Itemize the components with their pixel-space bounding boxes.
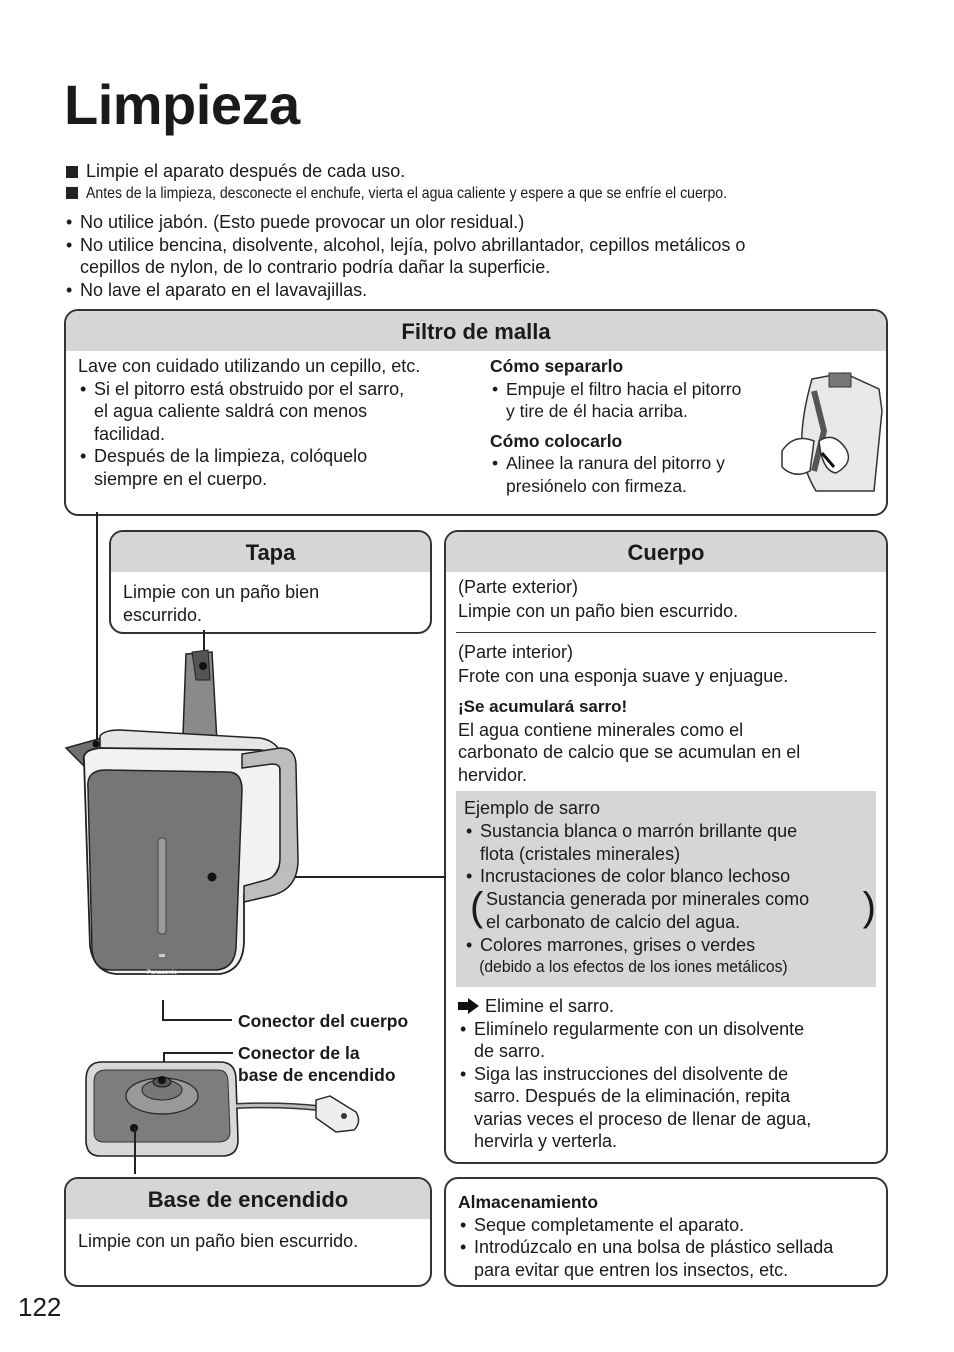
separar-item: [490, 378, 790, 423]
ext-text: Limpie con un paño bien escurrido.: [458, 601, 739, 621]
elimine-text: sarro. Después de la eliminación, repita: [474, 1086, 791, 1107]
warning-item: • No utilice jabón. (Esto puede provocar un olor residual.): [64, 211, 924, 234]
colocar-text: presiónelo con firmeza.: [506, 475, 687, 496]
sarro-text: carbonato de calcio que se acumulan en el: [458, 742, 801, 762]
intro-text-1: Limpie el aparato después de cada uso.: [86, 161, 406, 181]
ejemplo-text: flota (cristales minerales): [480, 843, 681, 864]
base-heading: Base de encendido: [66, 1179, 430, 1219]
filtro-heading: Filtro de malla: [66, 311, 886, 351]
square-bullet-icon: [66, 166, 78, 178]
brand-logo: Panasonic: [146, 970, 178, 976]
sarro-text: hervidor.: [458, 764, 528, 785]
separar-text: Empuje el filtro hacia el pitorro: [506, 378, 742, 399]
paren-text: Sustancia generada por minerales como: [486, 888, 810, 909]
sarro-text: El agua contiene minerales como el: [458, 719, 744, 740]
arrow-right-icon: [458, 998, 480, 1014]
filtro-right: [490, 355, 790, 497]
int-text: Frote con una esponja suave y enjuague.: [458, 666, 789, 686]
elimine-text: Elimínelo regularmente con un disolvente: [474, 1018, 805, 1039]
cuerpo-interior: [458, 640, 878, 688]
paren-text: el carbonato de calcio del agua.: [486, 911, 741, 932]
page-title: Limpieza: [64, 73, 300, 136]
filtro-bullet-text: Si el pitorro está obstruido por el sarro,: [94, 378, 405, 399]
almac-item: [458, 1236, 878, 1281]
elimine-section: [458, 995, 878, 1153]
conector-cuerpo-leader-h: [162, 1019, 232, 1021]
square-bullet-icon: [66, 187, 78, 199]
tapa-box: [109, 530, 432, 634]
elimine-text: varias veces el proceso de llenar de agua,: [474, 1108, 812, 1129]
intro-line-2: [66, 183, 814, 205]
ejemplo-item: • Colores marrones, grises o verdes: [464, 934, 874, 957]
filtro-box: [64, 309, 888, 516]
int-label: (Parte interior): [458, 642, 574, 662]
conector-base-text: Conector de la: [238, 1043, 360, 1063]
base-illustration: [80, 1056, 370, 1166]
page-number: 122: [18, 1292, 62, 1322]
filtro-bullet-text: Después de la limpieza, colóquelo: [94, 446, 368, 466]
kettle-illustration: [60, 640, 310, 980]
colocar-item: [490, 452, 790, 497]
elimine-title: Elimine el sarro.: [485, 996, 615, 1016]
almacenamiento-box: [444, 1177, 888, 1287]
almac-text: para evitar que entren los insectos, etc.: [474, 1259, 789, 1280]
almac-content: [458, 1191, 878, 1281]
filtro-text: Lave con cuidado utilizando un cepillo, etc.: [78, 356, 421, 376]
warnings-list: [64, 211, 924, 301]
intro-line-1: [66, 160, 405, 182]
ejemplo-title: Ejemplo de sarro: [464, 798, 601, 818]
elimine-item: [458, 1063, 878, 1153]
intro-text-2: Antes de la limpieza, desconecte el enchufe, vierta el agua caliente y espere a que se enfríe el cuerpo.: [86, 185, 728, 202]
ejemplo-text: Sustancia blanca o marrón brillante que: [480, 821, 798, 841]
ejemplo-paren-block: [464, 884, 876, 934]
conector-cuerpo-leader-v: [162, 1000, 164, 1020]
base-leader-line: [134, 1128, 136, 1174]
elimine-item: [458, 1018, 878, 1063]
ejemplo-item: • Incrustaciones de color blanco lechoso: [464, 865, 874, 888]
colocar-title: Cómo colocarlo: [490, 430, 623, 451]
separar-title: Cómo separarlo: [490, 356, 624, 376]
warning-item: [64, 234, 924, 279]
tapa-text-line: Limpie con un paño bien: [123, 582, 320, 602]
elimine-text: de sarro.: [474, 1041, 546, 1062]
tapa-text-line: escurrido.: [123, 604, 203, 625]
filtro-bullet: [78, 378, 478, 446]
ejemplo-panel: [456, 791, 876, 987]
base-text: Limpie con un paño bien escurrido.: [78, 1231, 359, 1251]
almac-title: Almacenamiento: [458, 1192, 599, 1212]
cuerpo-box: [444, 530, 888, 1164]
sarro-section: [458, 696, 878, 786]
ejemplo-item: [464, 820, 874, 865]
tapa-heading: Tapa: [111, 532, 430, 572]
ejemplo-content: [464, 797, 874, 979]
filtro-left: [78, 355, 478, 490]
sarro-title: ¡Se acumulará sarro!: [458, 697, 628, 716]
cuerpo-divider: [456, 632, 876, 633]
elimine-line: [458, 995, 878, 1018]
warning-item: • No lave el aparato en el lavavajillas.: [64, 279, 924, 302]
tapa-text: [123, 581, 319, 626]
almac-text: Introdúzcalo en una bolsa de plástico sellada: [474, 1237, 834, 1257]
close-paren: ): [862, 884, 876, 929]
filtro-bullet-text: siempre en el cuerpo.: [94, 468, 268, 489]
filtro-bullet-text: el agua caliente saldrá con menos: [94, 401, 368, 421]
open-paren: (: [470, 884, 484, 929]
cuerpo-heading: Cuerpo: [446, 532, 886, 572]
conector-base-leader-h: [163, 1052, 233, 1054]
base-box: [64, 1177, 432, 1287]
elimine-text: Siga las instrucciones del disolvente de: [474, 1063, 789, 1084]
filtro-bullet-text: facilidad.: [94, 423, 166, 444]
ejemplo-note: (debido a los efectos de los iones metálicos): [479, 958, 788, 976]
conector-base-text: base de encendido: [238, 1065, 396, 1085]
ext-label: (Parte exterior): [458, 577, 579, 597]
cuerpo-exterior: [458, 575, 878, 623]
conector-cuerpo-label: Conector del cuerpo: [238, 1011, 409, 1031]
almac-item: • Seque completamente el aparato.: [458, 1214, 878, 1237]
warning-text: No utilice bencina, disolvente, alcohol, lejía, polvo abrillantador, cepillos metálicos o: [80, 234, 746, 255]
colocar-text: Alinee la ranura del pitorro y: [506, 453, 725, 473]
elimine-text: hervirla y verterla.: [474, 1131, 618, 1152]
warning-text: cepillos de nylon, de lo contrario podría dañar la superficie.: [80, 257, 551, 277]
filtro-bullet: [78, 445, 478, 490]
separar-text: y tire de él hacia arriba.: [506, 401, 688, 421]
filter-illustration: [774, 371, 884, 496]
